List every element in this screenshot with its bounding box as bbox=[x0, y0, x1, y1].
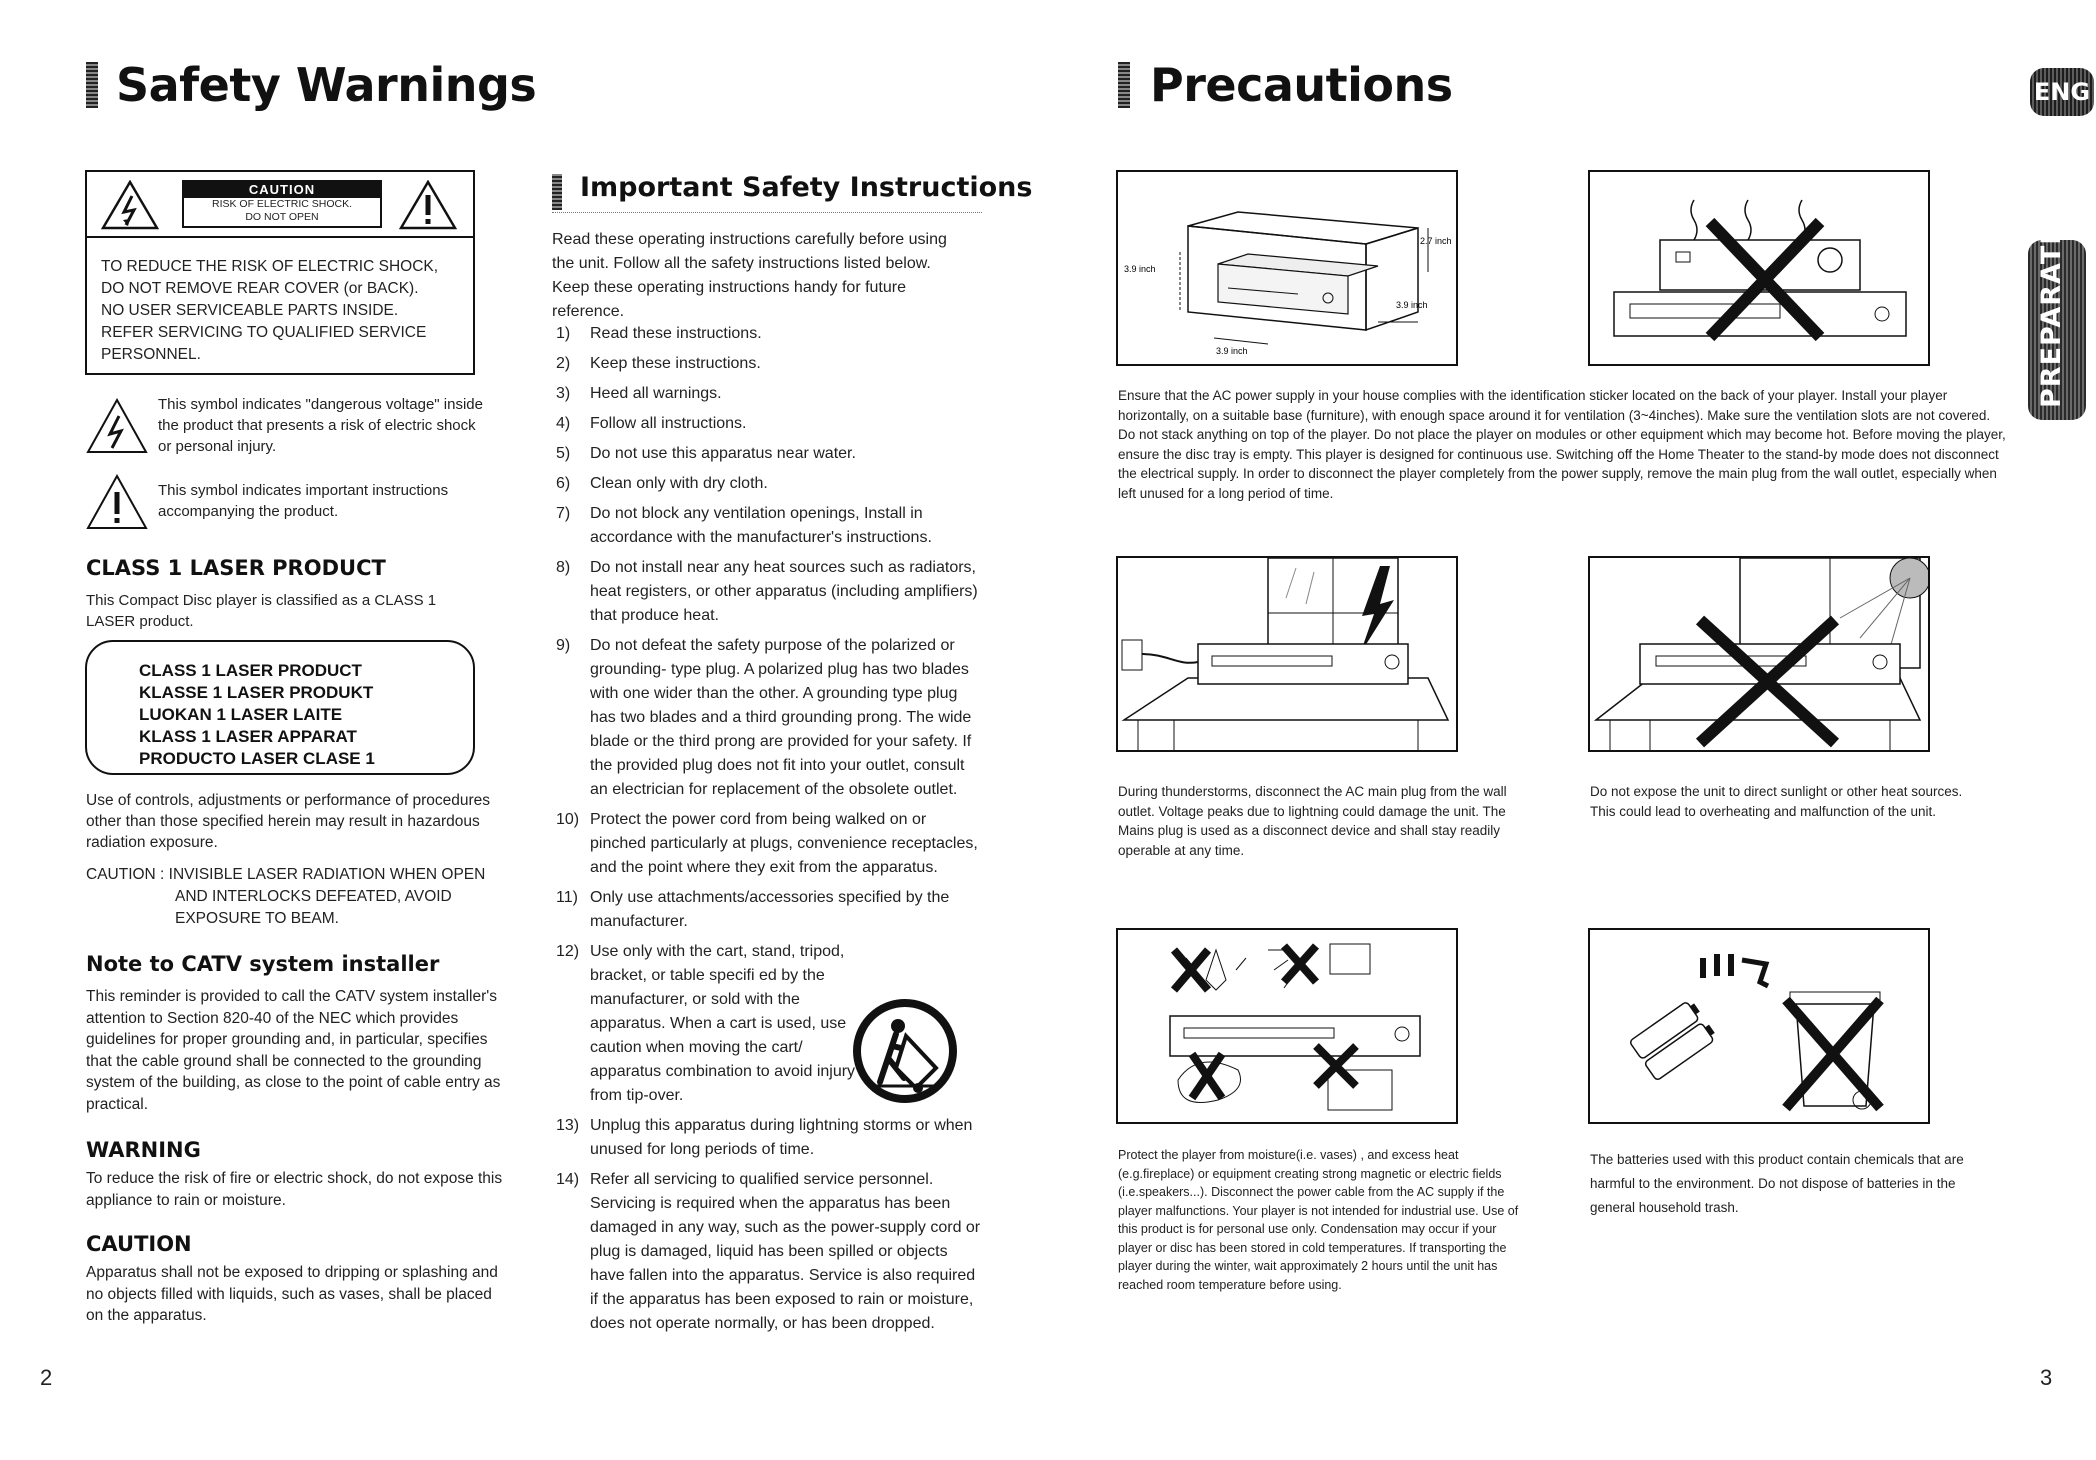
battery-text: The batteries used with this product contain chemicals that are harmful to the environment. Do not dispose of batteries in the general household trash. bbox=[1590, 1152, 1964, 1215]
section-bar-decoration bbox=[552, 174, 562, 210]
figure-moisture-heat bbox=[1116, 928, 1458, 1124]
laser-line: LUOKAN 1 LASER LAITE bbox=[139, 705, 343, 724]
language-tab-eng[interactable]: ENG bbox=[2030, 68, 2094, 116]
power-supply-text: Ensure that the AC power supply in your house complies with the identification sticker located on the back of your player. Install your player horizontally, on a suitable base (furniture), with enough space around it for ventilation (3~4inches). Make sure the ventilation slots are not covered. Do not stack anything on top of the player. Do not place the player on modules or other equipment which may become hot. Before moving the player, ensure the disc tray is empty. This player is designed for continuous use. Switching off the Home Theater to the stand-by mode does not disconnect the electrical supply. In order to disconnect the player completely from the power supply, remove the main plug from the wall outlet, especially when left unused for a long period of time. bbox=[1118, 388, 2006, 501]
caution-label-sub2: DO NOT OPEN bbox=[245, 211, 319, 223]
list-item: 14) Refer all servicing to qualified service personnel. Servicing is required when the apparatus has been damaged in any way, such as the power-supply cord or plug is damaged, liquid has been spilled or objects have fallen into the apparatus. Service is also required if the apparatus has been exposed to rain or moisture, does not operate normally, or has been dropped. bbox=[556, 1171, 981, 1332]
class1-heading: CLASS 1 LASER PRODUCT bbox=[86, 556, 386, 580]
caution-text: Apparatus shall not be exposed to dripping or splashing and no objects filled with liquids, such as vases, shall be placed on the apparatus. bbox=[86, 1264, 498, 1324]
class1-text: This Compact Disc player is classified as a CLASS 1 LASER product. bbox=[86, 592, 437, 630]
caution-label-title: CAUTION bbox=[184, 182, 380, 198]
page-title-safety-warnings: Safety Warnings bbox=[116, 58, 537, 112]
important-safety-heading: Important Safety Instructions bbox=[580, 172, 1033, 203]
page-title-precautions: Precautions bbox=[1150, 58, 1453, 112]
section-tab-preparation[interactable]: PREPARATION bbox=[2028, 240, 2086, 420]
caution-line: REFER SERVICING TO QUALIFIED SERVICE bbox=[101, 324, 427, 341]
figure-ventilation bbox=[1116, 170, 1458, 366]
caution-line: NO USER SERVICEABLE PARTS INSIDE. bbox=[101, 302, 399, 319]
title-bar-decoration bbox=[1118, 62, 1130, 108]
list-item: 5) Do not use this apparatus near water. bbox=[556, 445, 856, 462]
thunderstorm-text: During thunderstorms, disconnect the AC main plug from the wall outlet. Voltage peaks due to lightning could damage the unit. The Mains plug is used as a disconnect device and shall stay readily operable at any time. bbox=[1118, 784, 1507, 858]
list-item: 9) Do not defeat the safety purpose of the polarized or grounding- type plug. A polarized plug has two blades with one wider than the other. A grounding type plug has two blades and a third grounding prong. The wide blade or the third prong are provided for your safety. If the provided plug does not fit into your outlet, consult an electrician for replacement of the obsolete outlet. bbox=[556, 637, 972, 798]
dim-label-bottom: 3.9 inch bbox=[1216, 346, 1248, 356]
catv-heading: Note to CATV system installer bbox=[86, 952, 440, 976]
exclamation-warning-icon bbox=[399, 180, 457, 230]
figure-no-stacking bbox=[1588, 170, 1930, 366]
caution-line: PERSONNEL. bbox=[101, 346, 201, 363]
sunlight-text: Do not expose the unit to direct sunlight or other heat sources. This could lead to overheating and malfunction of the unit. bbox=[1590, 784, 1963, 819]
instructions-list bbox=[556, 322, 986, 1342]
page-number-left: 2 bbox=[40, 1365, 53, 1390]
list-item: 12) Use only with the cart, stand, tripod, bracket, or table specifi ed by the manufacturer, or sold with the apparatus. When a cart is used, use caution when moving the cart/ apparatus combination to avoid injury from tip-over. bbox=[556, 943, 856, 1104]
title-bar-decoration bbox=[86, 62, 98, 108]
list-item: 2) Keep these instructions. bbox=[556, 355, 761, 372]
moisture-heat-illustration bbox=[1118, 930, 1456, 1122]
laser-line: KLASSE 1 LASER PRODUKT bbox=[139, 683, 374, 702]
controls-text: Use of controls, adjustments or performance of procedures other than those specified herein may result in hazardous radiation exposure. bbox=[86, 792, 491, 851]
ventilation-illustration bbox=[1118, 172, 1456, 364]
figure-thunderstorm bbox=[1116, 556, 1458, 752]
list-item: 11) Only use attachments/accessories specified by the manufacturer. bbox=[556, 889, 950, 930]
laser-line: KLASS 1 LASER APPARAT bbox=[139, 727, 357, 746]
warning-text: To reduce the risk of fire or electric shock, do not expose this appliance to rain or moisture. bbox=[86, 1170, 503, 1209]
symbol-voltage-text: This symbol indicates "dangerous voltage" inside the product that presents a risk of electric shock or personal injury. bbox=[158, 396, 483, 455]
caution-label bbox=[182, 180, 382, 228]
symbol-instructions-text: This symbol indicates important instructions accompanying the product. bbox=[158, 482, 449, 520]
list-item: 13) Unplug this apparatus during lightning storms or when unused for long periods of time. bbox=[556, 1117, 973, 1158]
list-item: 1) Read these instructions. bbox=[556, 325, 762, 342]
list-item: 7) Do not block any ventilation openings, Install in accordance with the manufacturer's instructions. bbox=[556, 505, 932, 546]
laser-line: PRODUCTO LASER CLASE 1 bbox=[139, 749, 375, 768]
caution-box bbox=[85, 170, 475, 375]
list-item: 3) Heed all warnings. bbox=[556, 385, 722, 402]
laser-label-box bbox=[85, 640, 475, 775]
heading-underline bbox=[552, 212, 982, 213]
caution-label-sub1: RISK OF ELECTRIC SHOCK. bbox=[211, 198, 353, 210]
battery-disposal-illustration bbox=[1590, 930, 1928, 1122]
list-item: 6) Clean only with dry cloth. bbox=[556, 475, 768, 492]
list-item: 4) Follow all instructions. bbox=[556, 415, 747, 432]
dim-label-top: 2.7 inch bbox=[1420, 236, 1452, 246]
page-number-right: 3 bbox=[2040, 1365, 2053, 1390]
caution-line: TO REDUCE THE RISK OF ELECTRIC SHOCK, bbox=[101, 258, 439, 275]
cart-tipover-warning-icon bbox=[852, 998, 958, 1104]
caution-invisible-1: CAUTION : INVISIBLE LASER RADIATION WHEN OPEN bbox=[86, 866, 486, 883]
catv-text: This reminder is provided to call the CATV system installer's attention to Section 820-40 of the NEC which provides guidelines for proper grounding and, in particular, specifies that the cable ground shall be connected to the grounding system of the building, as close to the point of cable entry as practical. bbox=[86, 988, 501, 1113]
list-item: 10) Protect the power cord from being walked on or pinched particularly at plugs, convenience receptacles, and the point where they exit from the apparatus. bbox=[556, 811, 978, 876]
caution-box-text bbox=[101, 256, 438, 366]
dangerous-voltage-icon bbox=[86, 398, 148, 454]
moisture-text: Protect the player from moisture(i.e. vases) , and excess heat (e.g.fireplace) or equipment creating strong magnetic or electric fields (i.e.speakers...). Disconnect the power cable from the AC supply if the player malfunctions. Your player is not intended for industrial use. Use of this product is for personal use only. Condensation may occur if your player or disc has been stored in cold temperatures. If transporting the player during the winter, wait approximately 2 hours until the unit has reached room temperature before using. bbox=[1118, 1148, 1519, 1292]
sunlight-illustration bbox=[1590, 558, 1928, 750]
warning-heading: WARNING bbox=[86, 1138, 201, 1162]
caution-heading: CAUTION bbox=[86, 1232, 192, 1256]
caution-box-header bbox=[87, 172, 473, 238]
laser-line: CLASS 1 LASER PRODUCT bbox=[139, 661, 362, 680]
important-instructions-icon bbox=[86, 474, 148, 530]
instructions-intro: Read these operating instructions carefully before using the unit. Follow all the safety instructions listed below. Keep these operating instructions handy for future reference. bbox=[552, 231, 947, 320]
caution-invisible-3: EXPOSURE TO BEAM. bbox=[175, 910, 339, 927]
caution-line: DO NOT REMOVE REAR COVER (or BACK). bbox=[101, 280, 419, 297]
no-stacking-illustration bbox=[1590, 172, 1928, 364]
figure-sunlight bbox=[1588, 556, 1930, 752]
thunderstorm-illustration bbox=[1118, 558, 1456, 750]
list-item: 8) Do not install near any heat sources such as radiators, heat registers, or other apparatus (including amplifiers) that produce heat. bbox=[556, 559, 978, 624]
laser-lines bbox=[139, 660, 375, 770]
caution-invisible-2: AND INTERLOCKS DEFEATED, AVOID bbox=[175, 888, 452, 905]
figure-batteries bbox=[1588, 928, 1930, 1124]
dim-label-left: 3.9 inch bbox=[1124, 264, 1156, 274]
dim-label-right: 3.9 inch bbox=[1396, 300, 1428, 310]
lightning-warning-icon bbox=[101, 180, 159, 230]
